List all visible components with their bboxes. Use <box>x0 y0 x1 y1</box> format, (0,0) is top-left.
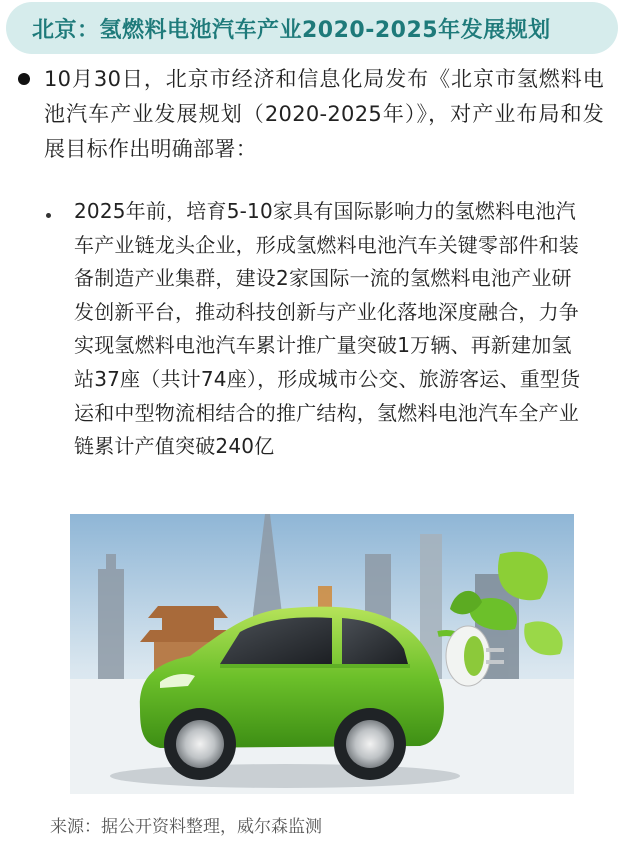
car-shadow <box>110 764 460 788</box>
green-car-illustration <box>70 514 574 794</box>
title-bar <box>6 2 618 54</box>
bullet-dot <box>18 73 30 85</box>
sub-paragraph: 2025年前，培育5-10家具有国际影响力的氢燃料电池汽车产业链龙头企业，形成氢燃料电池汽车关键零部件和装备制造产业集群，建设2家国际一流的氢燃料电池产业研发创新平台，推动科技创新与产业化落地深度融合，力争实现氢燃料电池汽车累计推广量突破1万辆、再新建加氢站37座（共计74座），形成城市公交、旅游客运、重型货运和中型物流相结合的推广结构，氢燃料电池汽车全产业链累计产值突破240亿 <box>74 199 581 459</box>
source-note: 来源：据公开资料整理，威尔森监测 <box>50 817 322 837</box>
page-title: 北京：氢燃料电池汽车产业2020-2025年发展规划 <box>32 17 551 43</box>
main-paragraph: 10月30日，北京市经济和信息化局发布《北京市氢燃料电池汽车产业发展规划（2020-2025年）》，对产业布局和发展目标作出明确部署： <box>44 67 604 161</box>
sub-bullet-dot <box>46 213 51 218</box>
